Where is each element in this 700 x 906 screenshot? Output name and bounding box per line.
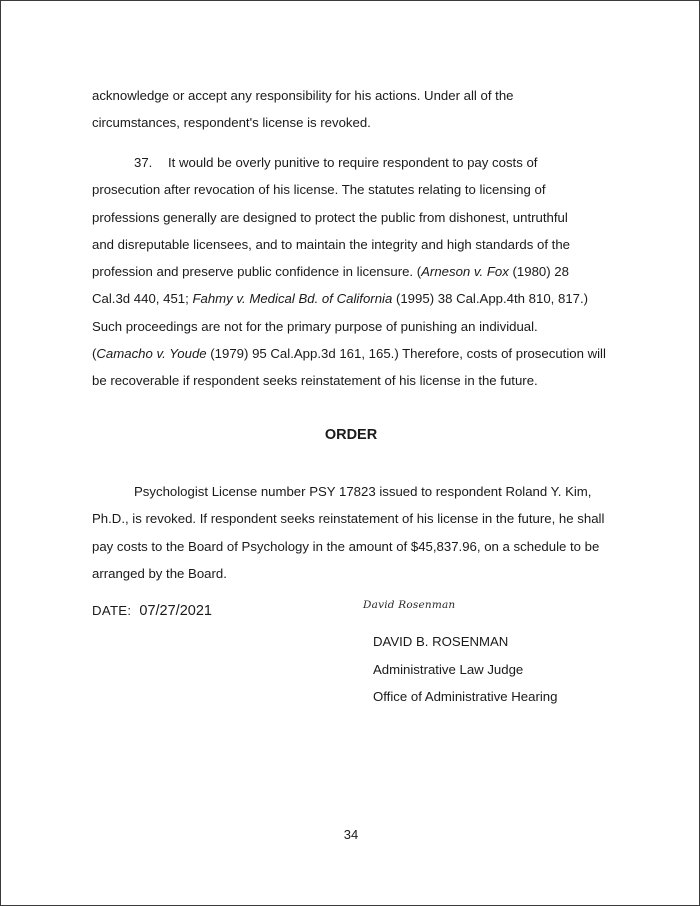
date-value: 07/27/2021 [139,603,212,619]
text-segment: prosecution after revocation of his license. The statutes relating to licensing of [92,182,546,198]
case-citation: Camacho v. Youde [96,346,207,362]
text-line: Psychologist License number PSY 17823 issued to respondent Roland Y. Kim, [134,484,592,499]
order-heading: ORDER [324,427,378,443]
signer-name: DAVID B. ROSENMAN [373,634,509,649]
case-citation: Fahmy v. Medical Bd. of California [192,291,393,307]
text-segment: be recoverable if respondent seeks reinstatement of his license in the future. [92,373,538,389]
signature-block [373,628,557,711]
text-segment: Cal.3d 440, 451; [92,291,193,307]
continuation-paragraph [92,82,622,137]
case-citation: Arneson v. Fox [421,264,509,280]
order-paragraph [92,478,622,587]
text-segment: profession and preserve public confidence in licensure. ( [92,264,422,280]
text-line [92,285,622,312]
text-line [92,258,622,285]
text-segment: (1995) 38 Cal.App.4th 810, 817.) [392,291,589,307]
text-line: arranged by the Board. [92,565,227,581]
text-line [92,231,622,258]
text-segment: Such proceedings are not for the primary purpose of punishing an individual. [92,318,538,334]
text-segment: (1979) 95 Cal.App.3d 161, 165.) Therefore, costs of prosecution will [206,346,606,362]
text-line: pay costs to the Board of Psychology in the amount of $45,837.96, on a schedule to be [92,538,600,554]
text-line [92,313,622,340]
text-segment: It would be overly punitive to require respondent to pay costs of [168,155,538,170]
text-line [92,176,622,203]
paragraph-number: 37. [134,155,153,170]
text-line: acknowledge or accept any responsibility for his actions. Under all of the [92,88,514,103]
text-line [92,340,622,367]
paragraph-37 [92,149,622,395]
date-row [92,603,212,619]
text-segment: professions generally are designed to protect the public from dishonest, untruthful [92,209,568,225]
handwritten-signature: David Rosenman [363,599,456,611]
text-segment: ( [92,346,97,362]
text-line [92,204,622,231]
signer-title: Administrative Law Judge [373,661,524,677]
text-line [92,367,622,394]
text-segment: and disreputable licensees, and to maintain the integrity and high standards of the [92,236,570,252]
text-line [92,149,622,176]
signer-office: Office of Administrative Hearing [373,689,558,704]
page-number: 34 [343,827,359,842]
date-label: DATE: [92,603,132,618]
text-segment: (1980) 28 [508,264,569,280]
text-line: Ph.D., is revoked. If respondent seeks reinstatement of his license in the future, he shall [92,511,605,527]
text-line: circumstances, respondent's license is revoked. [92,115,371,131]
